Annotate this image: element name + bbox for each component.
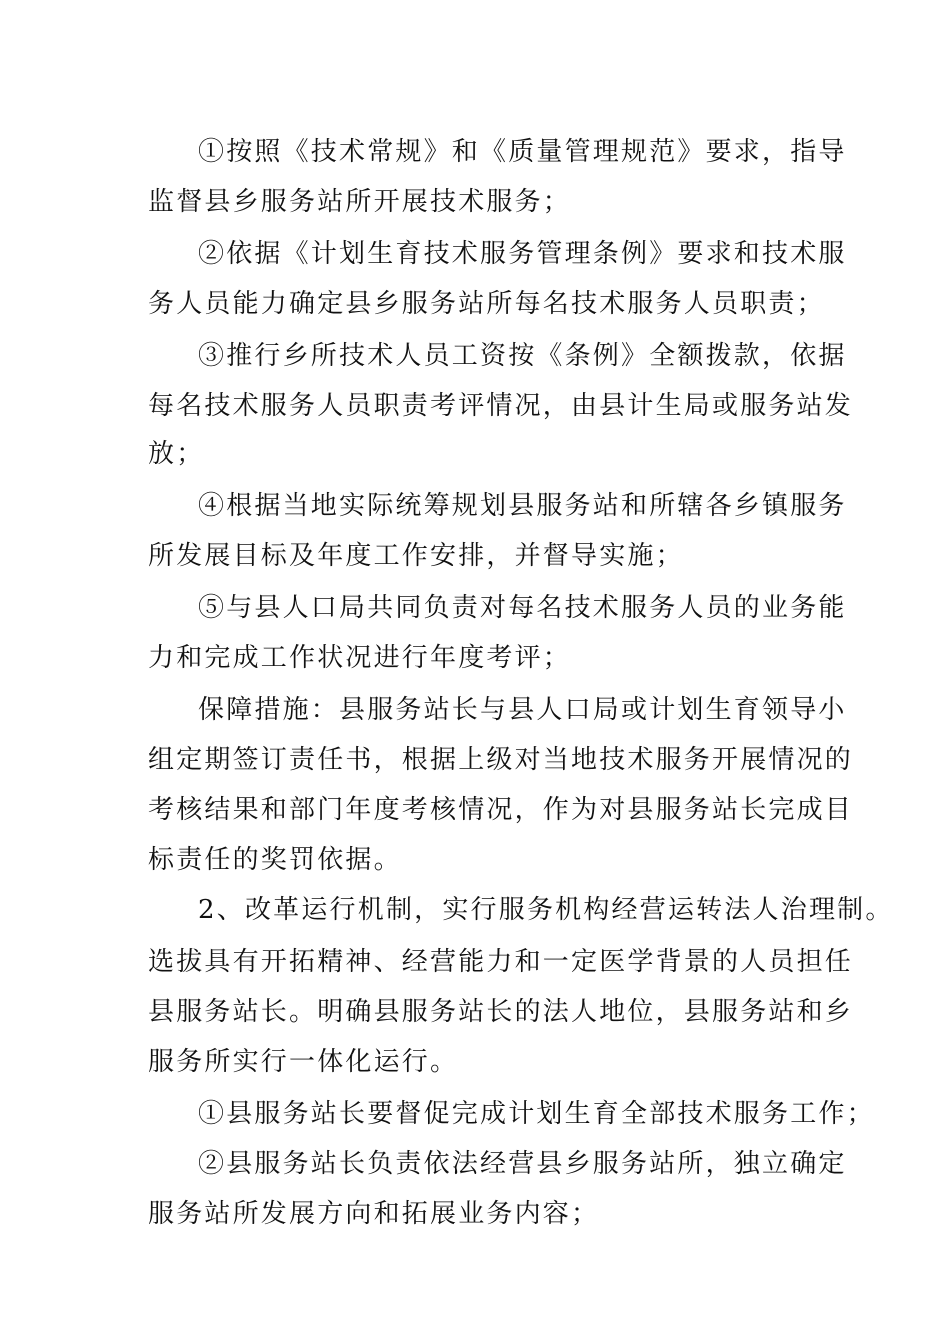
text-line: 力和完成工作状况进行年度考评； [148,643,572,673]
text-line: 保障措施：县服务站长与县人口局或计划生育领导小 [198,695,847,725]
text-line: ③推行乡所技术人员工资按《条例》全额拨款，依据 [198,341,847,371]
text-line: 标责任的奖罚依据。 [148,845,402,875]
text-line: 选拔具有开拓精神、经营能力和一定医学背景的人员担任 [148,947,854,977]
text-line: 组定期签订责任书，根据上级对当地技术服务开展情况的 [148,745,854,775]
text-line: 每名技术服务人员职责考评情况，由县计生局或服务站发 [148,391,854,421]
text-line: 县服务站长。明确县服务站长的法人地位，县服务站和乡 [148,997,854,1027]
text-line: 2、改革运行机制，实行服务机构经营运转法人治理制。 [198,895,894,925]
text-line: 务人员能力确定县乡服务站所每名技术服务人员职责； [148,289,825,319]
text-line: 服务站所发展方向和拓展业务内容； [148,1199,600,1229]
text-line: 考核结果和部门年度考核情况，作为对县服务站长完成目 [148,795,854,825]
text-line: ①县服务站长要督促完成计划生育全部技术服务工作； [198,1099,875,1129]
text-line: ②县服务站长负责依法经营县乡服务站所，独立确定 [198,1149,847,1179]
text-line: 监督县乡服务站所开展技术服务； [148,187,572,217]
text-line: ⑤与县人口局共同负责对每名技术服务人员的业务能 [198,593,847,623]
text-line: 所发展目标及年度工作安排，并督导实施； [148,541,684,571]
text-line: ④根据当地实际统筹规划县服务站和所辖各乡镇服务 [198,491,847,521]
text-line: 放； [148,439,205,469]
text-line: ②依据《计划生育技术服务管理条例》要求和技术服 [198,239,847,269]
text-line: 服务所实行一体化运行。 [148,1047,459,1077]
text-line: ①按照《技术常规》和《质量管理规范》要求，指导 [198,137,847,167]
